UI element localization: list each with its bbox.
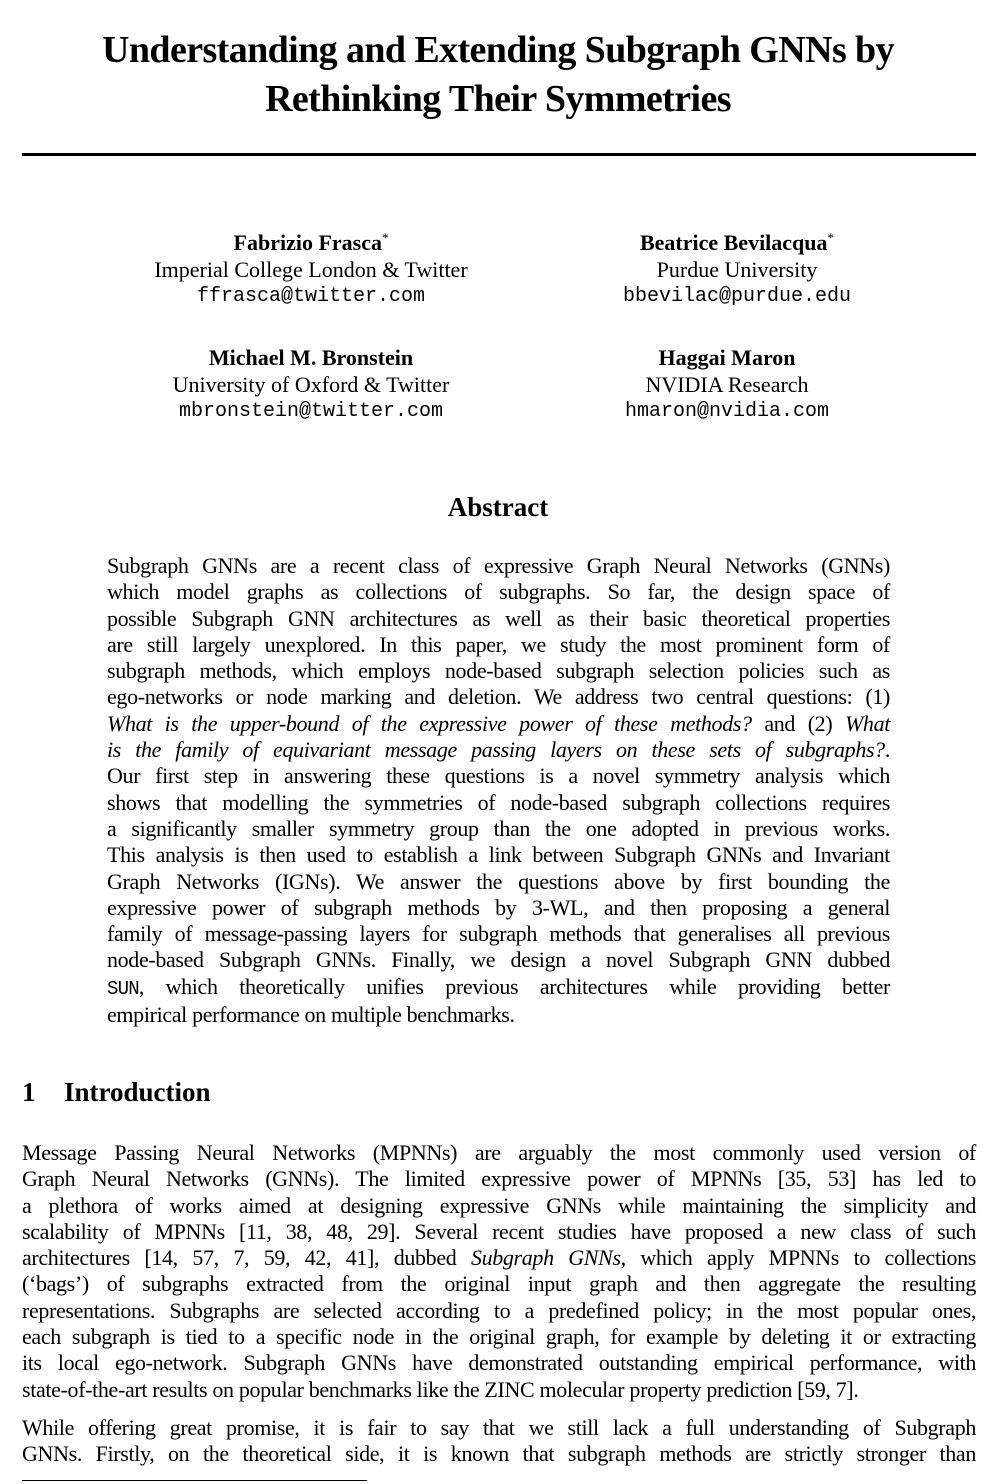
body-line: state-of-the-art results on popular benchmarks like the ZINC molecular property prediction [59, 7]. [22,1376,859,1402]
author-email[interactable]: hmaron@nvidia.com [624,400,830,423]
abstract-line: This analysis is then used to establish a link between Subgraph GNNs and Invariant [107,842,890,868]
abstract-line: Our first step in answering these questions is a novel symmetry analysis which [107,763,890,789]
body-line: Message Passing Neural Networks (MPNNs) are arguably the most commonly used version of [22,1140,976,1165]
author-email[interactable]: ffrasca@twitter.com [196,285,426,308]
body-line: GNNs. Firstly, on the theoretical side, it is known that subgraph methods are strictly stronger than [22,1441,976,1467]
author-name: Michael M. Bronstein [208,345,414,370]
title-line-1: Understanding and Extending Subgraph GNNs by [102,29,894,71]
author-block [517,344,937,425]
body-line: architectures [14, 57, 7, 59, 42, 41], dubbed Subgraph GNNs, which apply MPNNs to collections [22,1245,976,1271]
title-rule [22,153,976,156]
abstract-line: family of message-passing layers for subgraph methods that generalises all previous [107,921,890,947]
intro-paragraph-1 [22,1140,976,1403]
section-number: 1 [22,1077,36,1107]
abstract-body [107,553,890,1028]
abstract-line: Graph Networks (IGNs). We answer the questions above by first bounding the [107,868,890,894]
author-name: Haggai Maron [658,345,796,370]
section-title: Introduction [64,1077,211,1107]
body-line: a plethora of works aimed at designing expressive GNNs while maintaining the simplicity and [22,1192,976,1218]
abstract-line: ego-networks or node marking and deletion. We address two central questions: (1) [107,684,890,710]
author-affiliation: NVIDIA Research [645,372,809,397]
intro-paragraph-2 [22,1415,976,1468]
abstract-line: possible Subgraph GNN architectures as well as their basic theoretical properties [107,605,890,631]
research-question-2: is the family of equivariant message passing layers on these sets of subgraphs? [107,737,885,763]
term-subgraph-gnns: Subgraph GNNs [470,1245,621,1271]
section-heading-introduction [22,1075,211,1109]
footnote-rule [22,1480,367,1481]
research-question-2-start: What [844,710,890,736]
equal-contribution-mark: * [827,230,835,245]
abstract-line: subgraph methods, which employs node-based subgraph selection policies such as [107,658,890,684]
abstract-line: expressive power of subgraph methods by 3-WL, and then proposing a general [107,894,890,920]
abstract-line: SUN, which theoretically unifies previous architectures while providing better [107,973,890,1000]
body-line: (‘bags’) of subgraphs extracted from the original input graph and then aggregate the resulting [22,1271,976,1297]
abstract-line: What is the upper-bound of the expressive power of these methods? and (2) What [107,710,890,736]
author-email[interactable]: bbevilac@purdue.edu [622,285,852,308]
abstract-line: empirical performance on multiple benchmarks. [107,1002,515,1028]
author-block [527,224,947,310]
author-block [101,224,521,310]
equal-contribution-mark: * [381,230,389,245]
body-line: representations. Subgraphs are selected according to a predefined policy; in the most popular ones, [22,1297,976,1323]
author-email[interactable]: mbronstein@twitter.com [178,400,444,423]
author-name: Beatrice Bevilacqua* [639,230,835,255]
abstract-line: are still largely unexplored. In this paper, we study the most prominent form of [107,631,890,657]
abstract-line: node-based Subgraph GNNs. Finally, we design a novel Subgraph GNN dubbed [107,947,890,973]
body-line: scalability of MPNNs [11, 38, 48, 29]. Several recent studies have proposed a new class of such [22,1218,976,1244]
abstract-line: which model graphs as collections of subgraphs. So far, the design space of [107,579,890,605]
abstract-line: a significantly smaller symmetry group than the one adopted in previous works. [107,815,890,841]
body-line: Graph Neural Networks (GNNs). The limited expressive power of MPNNs [35, 53] has led to [22,1166,976,1192]
abstract-heading: Abstract [447,492,549,522]
abstract-line: is the family of equivariant message passing layers on these sets of subgraphs?. [107,737,890,763]
paper-title [0,26,996,124]
author-affiliation: Imperial College London & Twitter [154,257,468,282]
author-name: Fabrizio Frasca* [233,230,389,255]
title-line-2: Rethinking Their Symmetries [265,78,731,120]
research-question-1: What is the upper-bound of the expressive power of these methods? [107,710,752,736]
author-affiliation: Purdue University [656,257,818,282]
abstract-line: shows that modelling the symmetries of node-based subgraph collections requires [107,789,890,815]
body-line: While offering great promise, it is fair to say that we still lack a full understanding of Subgraph [22,1415,976,1440]
author-affiliation: University of Oxford & Twitter [172,372,450,397]
abstract-line: Subgraph GNNs are a recent class of expressive Graph Neural Networks (GNNs) [107,553,890,578]
author-block [101,344,521,425]
body-line: each subgraph is tied to a specific node in the original graph, for example by deleting it or extracting [22,1324,976,1350]
body-line: its local ego-network. Subgraph GNNs have demonstrated outstanding empirical performance, with [22,1350,976,1376]
model-name-sun: SUN [107,977,139,1000]
